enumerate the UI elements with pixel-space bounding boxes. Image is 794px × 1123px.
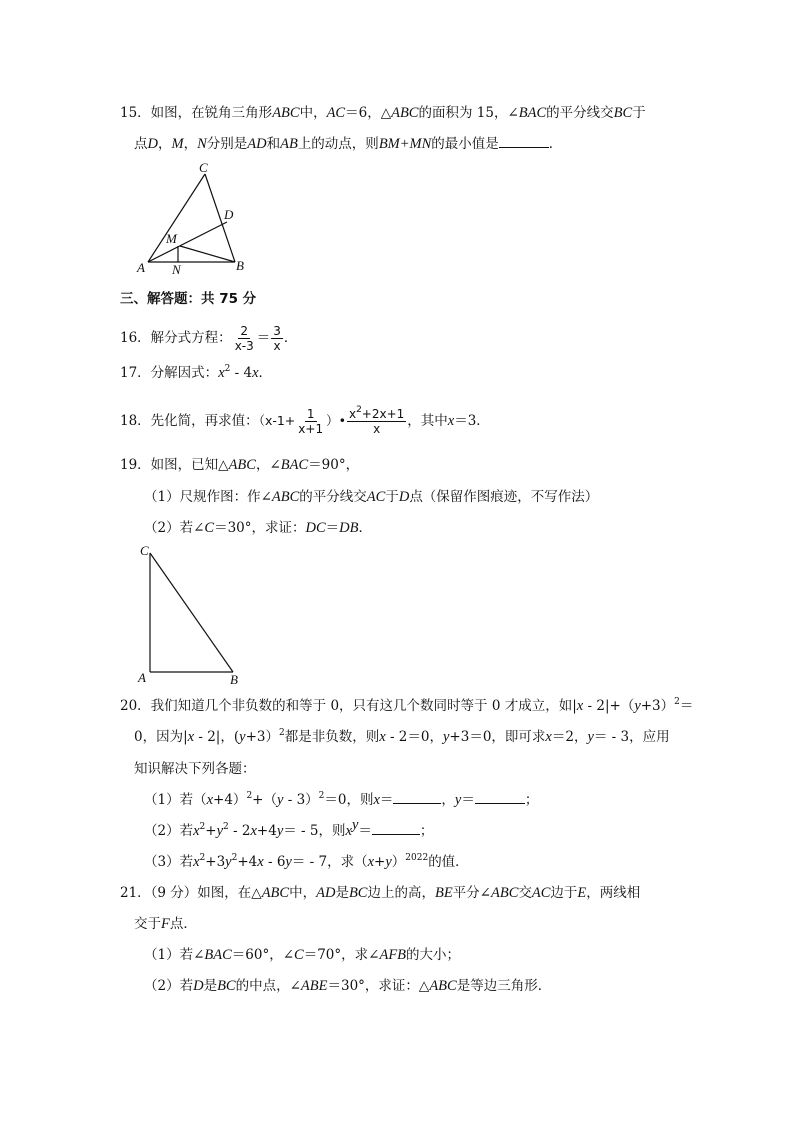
label-c: C	[140, 543, 149, 558]
label-d: D	[224, 207, 234, 222]
q21-line1: 21．（9 分）如图，在△ABC中，AD是BC边上的高，BE平分∠ABC交AC边于E，两线相	[120, 885, 641, 901]
q21-line2: 交于F点．	[134, 916, 197, 932]
answer-blank-xy[interactable]	[372, 822, 420, 835]
q20-line1: 20．我们知道几个非负数的和等于 0，只有这几个数同时等于 0 才成立，如$|x - 2|+(y+3)^2=$	[120, 696, 694, 714]
q21-part2: （2）若D是BC的中点，∠ABE＝30°，求证：△ABC是等边三角形．	[144, 978, 552, 994]
label-n: N	[172, 262, 181, 277]
q20-line2: 0，因为|x - 2|，(y+3）$^2$都是非负数，则x - 2＝0，y+3＝0，即可求x＝2，y＝ - 3，应用	[134, 727, 670, 745]
label-b: B	[230, 672, 238, 687]
label-a: A	[138, 670, 146, 685]
answer-blank-y[interactable]	[475, 791, 525, 804]
q15-line2: 点D，M，N分别是AD和AB上的动点，则BM+MN的最小值是 ．	[134, 136, 563, 152]
label-a: A	[137, 260, 145, 275]
q16: 16．解分式方程： $\frac{2}{x-3}$ ＝ $\frac{3}{x}$ ．	[120, 324, 298, 353]
answer-blank-x[interactable]	[393, 791, 441, 804]
q20-part1: （1）若$(x+4)^2+(y - 3)^2=0$，则x＝ ，y＝ ；	[144, 790, 539, 808]
label-c: C	[199, 160, 208, 175]
q15-line1: 15．如图，在锐角三角形ABC中，AC＝6，△ABC的面积为 15，∠BAC的平分线交BC于	[120, 105, 646, 121]
q20-line3: 知识解决下列各题：	[134, 761, 256, 777]
q18: 18．先化简，再求值：（x-1+ $\frac{1}{x+1}$ ）• $\frac{x^2+2x+1}{x}$ ，其中x＝3．	[120, 405, 490, 436]
label-m: M	[166, 231, 177, 246]
q17: 17．分解因式：$x^2 - 4x$．	[120, 363, 273, 381]
q19-part2: （2）若∠C＝30°，求证：DC＝DB．	[144, 520, 373, 536]
q20-part2: （2）若$x^2+y^2 - 2x+4y= - 5$，则$x^y=$ ；	[144, 816, 434, 839]
q19-part1: （1）尺规作图：作∠ABC的平分线交AC于D点（保留作图痕迹，不写作法）	[144, 489, 599, 505]
q19-line1: 19．如图，已知△ABC，∠BAC＝90°，	[120, 457, 360, 473]
section-heading: 三、解答题：共 75 分	[120, 291, 257, 307]
label-b: B	[236, 258, 244, 273]
q20-part3: （3）若$x^2+3y^2+4x - 6y= - 7$，求$(x+y)^{2022}$的值．	[144, 852, 469, 870]
q21-part1: （1）若∠BAC＝60°，∠C＝70°，求∠AFB的大小；	[144, 947, 461, 963]
